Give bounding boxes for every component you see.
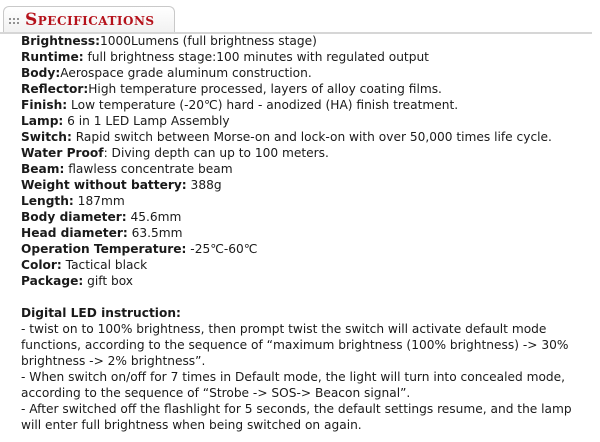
spec-value: Tactical black — [61, 258, 148, 272]
spec-label: Body diameter: — [21, 210, 127, 224]
spec-value: Rapid switch between Morse-on and lock-on with over 50,000 times life cycle. — [71, 130, 552, 144]
spec-value: 63.5mm — [127, 226, 183, 240]
spacer — [21, 289, 593, 305]
spec-row-beam — [21, 161, 593, 177]
led-instruction-title: Digital LED instruction: — [21, 306, 181, 320]
spec-value: : Diving depth can up to 100 meters. — [103, 146, 329, 160]
section-title: Specifications — [25, 10, 155, 30]
spec-row-reflector — [21, 81, 593, 97]
spec-label: Operation Temperature: — [21, 242, 187, 256]
spec-row-length — [21, 193, 593, 209]
led-instruction-item: - After switched off the flashlight for 5 seconds, the default settings resume, and the lamp will enter full brightness when being switched on again. — [21, 402, 572, 432]
spec-value: full brightness stage:100 minutes with regulated output — [83, 50, 429, 64]
spec-label: Runtime: — [21, 50, 84, 64]
spec-row-package — [21, 273, 593, 289]
spec-value: flawless concentrate beam — [64, 162, 233, 176]
spec-row-head-diameter — [21, 225, 593, 241]
led-instruction-item: - When switch on/off for 7 times in Default mode, the light will turn into concealed mode, according to the sequence of “Strobe -> SOS-> Beacon signal”. — [21, 370, 566, 400]
spec-label: Switch: — [21, 130, 72, 144]
spec-label: Head diameter: — [21, 226, 128, 240]
spec-row-weight — [21, 177, 593, 193]
spec-value: 45.6mm — [126, 210, 182, 224]
spec-label: Weight without battery: — [21, 178, 187, 192]
grip-dots-icon — [8, 17, 20, 24]
spec-row-finish — [21, 97, 593, 113]
spec-value: 6 in 1 LED Lamp Assembly — [63, 114, 230, 128]
spec-label: Lamp: — [21, 114, 64, 128]
spec-value: -25℃-60℃ — [186, 242, 258, 256]
spec-row-body — [21, 65, 593, 81]
spec-label: Brightness: — [21, 34, 101, 48]
spec-row-water-proof — [21, 145, 593, 161]
spec-row-runtime — [21, 49, 593, 65]
spec-row-switch — [21, 129, 593, 145]
spec-value: High temperature processed, layers of alloy coating films. — [88, 82, 442, 96]
spec-row-lamp — [21, 113, 593, 129]
spec-label: Reflector: — [21, 82, 89, 96]
spec-value: 388g — [186, 178, 222, 192]
spec-value: gift box — [83, 274, 134, 288]
spec-label: Finish: — [21, 98, 68, 112]
specifications-content — [21, 33, 593, 433]
spec-row-operation-temperature — [21, 241, 593, 257]
spec-value: Low temperature (-20℃) hard - anodized (HA) finish treatment. — [67, 98, 459, 112]
spec-value: Aerospace grade aluminum construction. — [60, 66, 312, 80]
led-instruction-item: - twist on to 100% brightness, then prompt twist the switch will activate default mode functions, according to the sequence of “maximum brightness (100% brightness) -> 30% brightness -> 2% brightness”. — [21, 322, 569, 368]
spec-row-color — [21, 257, 593, 273]
spec-value: 1000Lumens (full brightness stage) — [100, 34, 317, 48]
spec-value: 187mm — [73, 194, 125, 208]
spec-label: Beam: — [21, 162, 65, 176]
spec-label: Length: — [21, 194, 74, 208]
specifications-header — [0, 6, 600, 34]
spec-label: Body: — [21, 66, 61, 80]
spec-label: Water Proof — [21, 146, 104, 160]
spec-label: Package: — [21, 274, 84, 288]
spec-label: Color: — [21, 258, 62, 272]
spec-row-body-diameter — [21, 209, 593, 225]
spec-row-brightness — [21, 33, 593, 49]
